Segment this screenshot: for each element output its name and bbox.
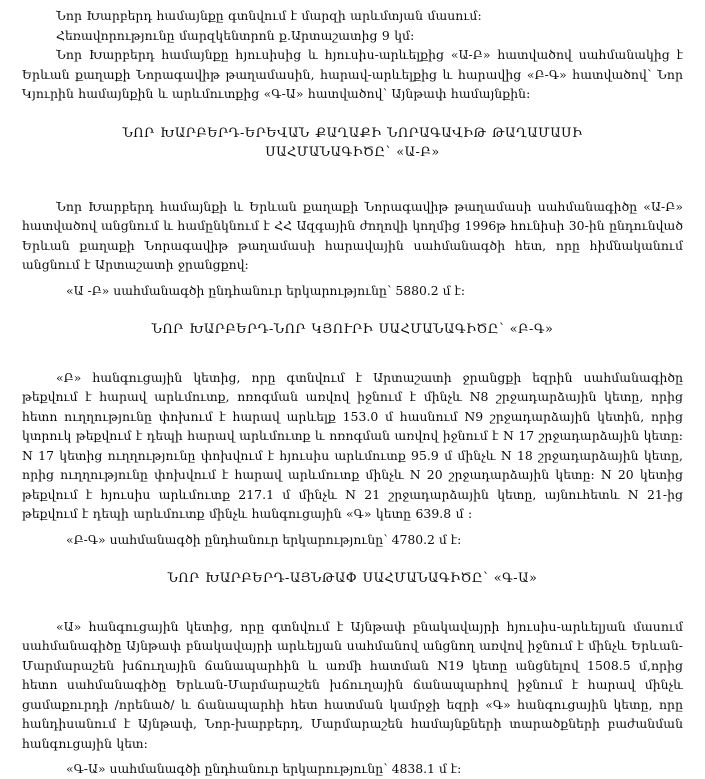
section-bg-title: ՆՈՐ ԽԱՐԲԵՐԴ-ՆՈՐ ԿՅՈՒՐԻ ՍԱՀՄԱՆԱԳԻԾԸ՝ «Բ-Գ» — [151, 322, 554, 337]
section-ga-title: ՆՈՐ ԽԱՐԲԵՐԴ-ԱՅՆԹԱՓ ՍԱՀՄԱՆԱԳԻԾԸ՝ «Գ-Ա» — [167, 571, 538, 586]
intro-line-2: Հեռավորությունը մարզկենտրոն ք.Արտաշատից 9 կմ: — [56, 27, 415, 43]
spacer — [22, 163, 683, 197]
section-ga-total: «Գ-Ա» սահմանագծի ընդհանուր երկարությունը՝ 4838.1 մ է: — [66, 761, 462, 776]
section-bg-body: «Բ» հանգուցային կետից, որը գտնվում է Արտաշատի ջրանցքի եզրին սահմանագիծը թեքվում է հարավ արևմուտք, ոռոգման առվով իջնում է մինչև N8 շրջադարձային կետը, որից հետո ուղղությունը փոխում է հարավ արևելք 153.0 մ հասնում N9 շրջադարձային կետին, որից կտրուկ թեքվում է դեպի հարավ արևմուտք և ոռոգման առվով իջնում է N 17 շրջադարձային կետը: N 17 կետից ուղղությունը փոխվում է հյուսիս արևմուտք 95.9 մ մինչև N 18 շրջադարձային կետը, որից ուղղությունը փոխվում է հարավ արևմուտք մինչև N 20 շրջադարձային կետը: N 20 կետից թեքվում է հյուսիս արևմուտք 217.1 մ մինչև N 21 շրջադարձային կետը, այնուհետև N 21-ից թեքվում է դեպի արևմուտք մինչև հանգուցային «Գ» կետը 639.8 մ : — [22, 369, 683, 521]
section-ga-body: «Ա» հանգուցային կետից, որը գտնվում է Այնթափ բնակավայրի հյուսիս-արևելյան մասում սահմանագիծը Այնթափ բնակավայրի արևելյան սահմանով անցնող առվով իջնում է մինչև Երևան-Մարմարաշեն խճուղային ճանապարհին և առմի հատման N19 կետը անցնելով 1508.5 մ,որից հետո սահմանագիծը Երևան-Մարմարաշեն խճուղային ճանապարհով իջնում է հարավ մինչև ցամաքուրդի /որենած/ և ճանապարհի հետ հատման կամրջի եզրի «Գ» հանգուցային կետը, որը հանդիսանում է Այնթափ, Նոր-խարբերդ, Մարմարաշեն համայնքների տարածքների բաժանման հանգուցային կետ: — [22, 618, 683, 751]
spacer — [22, 300, 683, 320]
section-ab-title-line-2: ՍԱՀՄԱՆԱԳԻԾԸ՝ «Ա-Բ» — [265, 145, 440, 160]
spacer — [22, 340, 683, 368]
spacer — [22, 589, 683, 617]
section-ab-body: Նոր Խարբերդ համայնքի և Երևան քաղաքի Նորագավիթ թաղամասի սահմանագիծը «Ա-Բ» հատվածով անցնում և համընկնում է ՀՀ Ազգային ժողովի կողմից 1996թ հունիսի 30-ին ընդունված Երևան քաղաքի Նորագավիթ թաղամասի հարավային սահմանագծի հետ, որը հիմնականում անցնում է Արտաշատի ջրանցքով: — [22, 198, 683, 272]
section-bg-total: «Բ-Գ» սահմանագծի ընդհանուր երկարությունը՝ 4780.2 մ է: — [66, 531, 462, 547]
intro-line-1: Նոր Խարբերդ համայնքը գտնվում է մարզի արևմտյան մասում: — [56, 8, 482, 23]
intro-line-3: Նոր Խարբերդ համայնքը հյուսիսից և հյուսիս-արևելքից «Ա-Բ» հատվածով սահմանակից է Երևան քաղաքի Նորագավիթ թաղամասին, հարավ-արևելքից և հարավից «Բ-Գ» հատվածով՝ Նոր Կյուրին համայնքին և արևմուտքից «Գ-Ա» հատվածով՝ Այնթափ համայնքին: — [22, 47, 683, 101]
section-ab-title-line-1: ՆՈՐ ԽԱՐԲԵՐԴ-ԵՐԵՎԱՆ ՔԱՂԱՔԻ ՆՈՐԱԳԱՎԻԹ ԹԱՂԱՄԱՍԻ — [122, 125, 583, 141]
section-ab-total: «Ա -Բ» սահմանագծի ընդհանուր երկարությունը՝ 5880.2 մ է: — [66, 282, 466, 298]
spacer — [22, 104, 683, 124]
spacer — [22, 549, 683, 569]
